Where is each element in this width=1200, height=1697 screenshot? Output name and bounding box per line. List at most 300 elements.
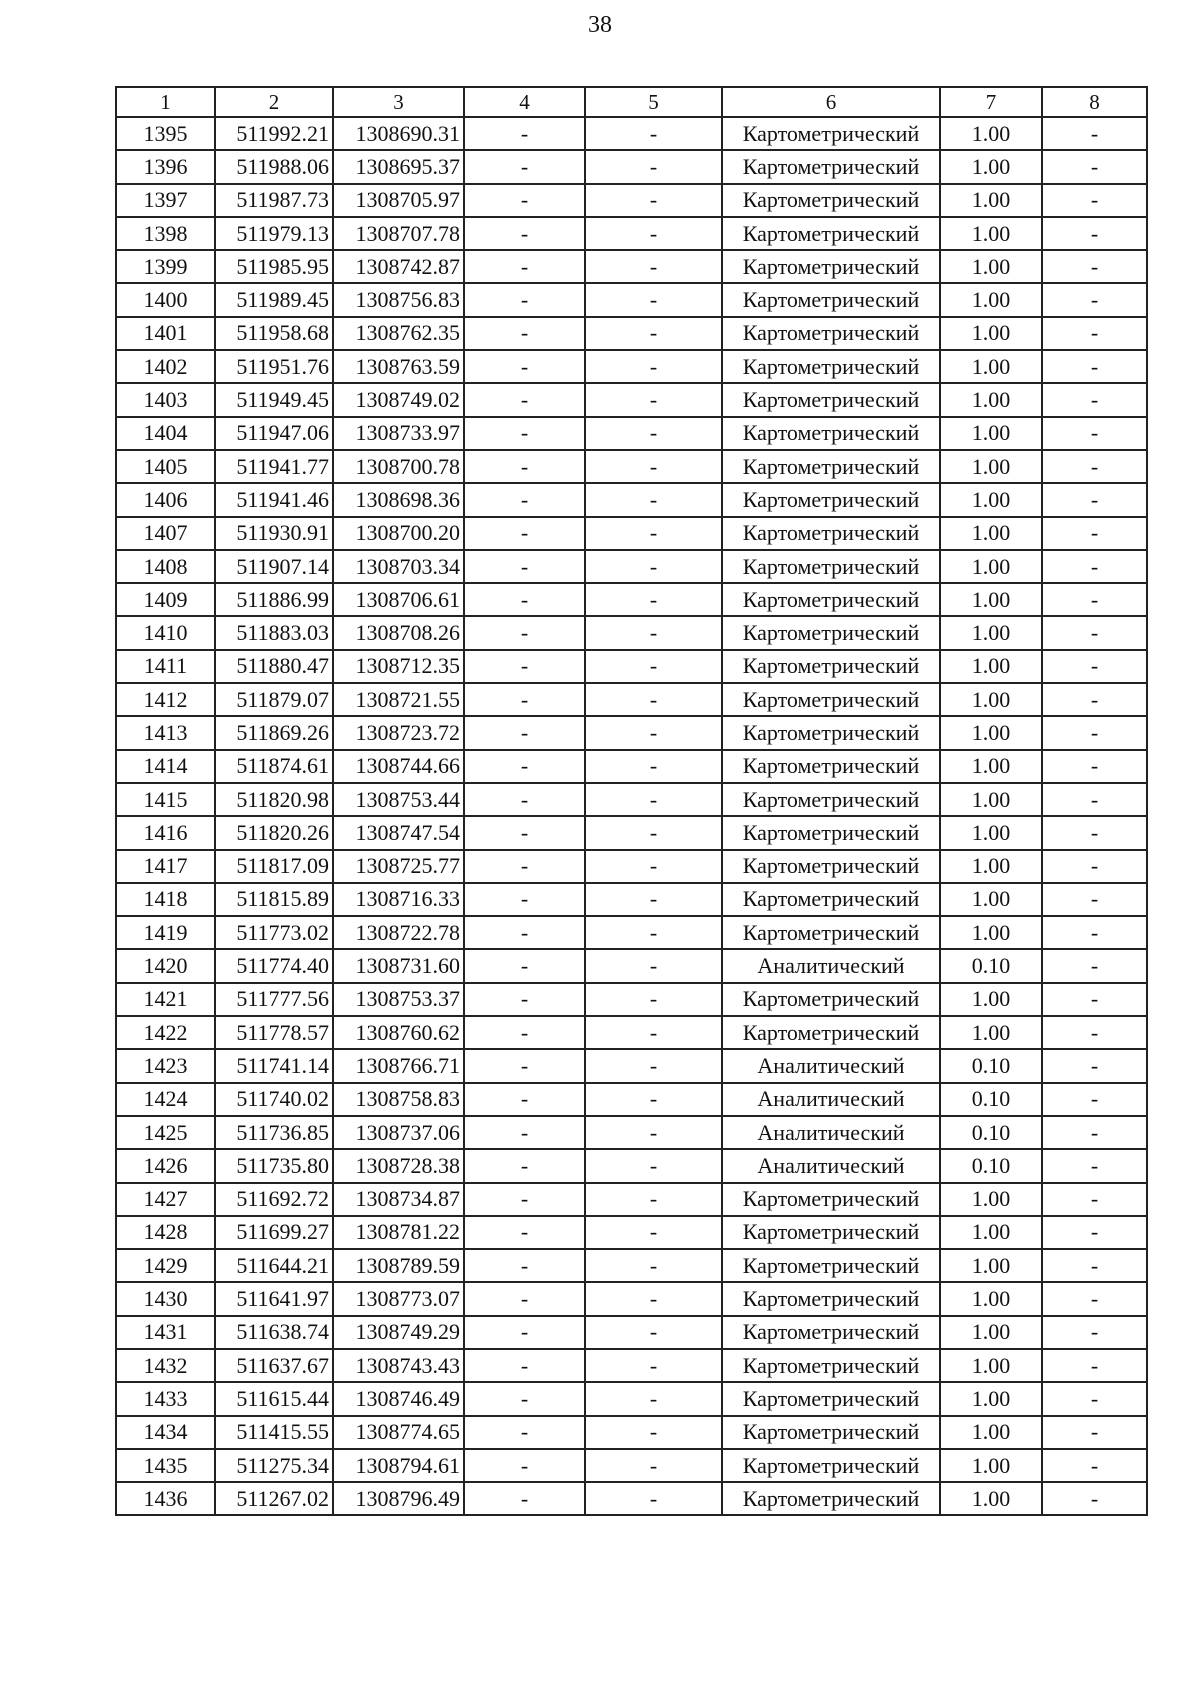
table-row <box>116 517 1147 550</box>
table-row <box>116 1116 1147 1149</box>
cell-col-8: - <box>1042 1149 1147 1182</box>
cell-point-number: 1397 <box>116 184 215 217</box>
cell-col-5: - <box>585 1216 722 1249</box>
cell-y-coordinate: 1308708.26 <box>333 616 464 649</box>
cell-point-number: 1417 <box>116 850 215 883</box>
cell-point-number: 1434 <box>116 1416 215 1449</box>
cell-method: Картометрический <box>722 583 940 616</box>
cell-y-coordinate: 1308766.71 <box>333 1049 464 1082</box>
cell-col-4: - <box>464 483 585 516</box>
table-row <box>116 1482 1147 1515</box>
cell-x-coordinate: 511736.85 <box>215 1116 333 1149</box>
cell-method: Картометрический <box>722 883 940 916</box>
table-row <box>116 483 1147 516</box>
cell-point-number: 1432 <box>116 1349 215 1382</box>
cell-x-coordinate: 511874.61 <box>215 750 333 783</box>
table-row <box>116 1016 1147 1049</box>
cell-x-coordinate: 511774.40 <box>215 949 333 982</box>
cell-method: Картометрический <box>722 783 940 816</box>
cell-col-4: - <box>464 550 585 583</box>
cell-col-4: - <box>464 1116 585 1149</box>
cell-method: Картометрический <box>722 1282 940 1315</box>
table-row <box>116 383 1147 416</box>
cell-y-coordinate: 1308733.97 <box>333 417 464 450</box>
cell-col-4: - <box>464 650 585 683</box>
table-row <box>116 184 1147 217</box>
cell-point-number: 1412 <box>116 683 215 716</box>
coordinates-table <box>115 86 1148 1516</box>
table-row <box>116 949 1147 982</box>
cell-x-coordinate: 511615.44 <box>215 1382 333 1415</box>
cell-x-coordinate: 511958.68 <box>215 317 333 350</box>
cell-col-8: - <box>1042 616 1147 649</box>
cell-y-coordinate: 1308747.54 <box>333 816 464 849</box>
cell-method: Картометрический <box>722 816 940 849</box>
cell-point-number: 1415 <box>116 783 215 816</box>
cell-method: Картометрический <box>722 483 940 516</box>
cell-accuracy: 1.00 <box>940 184 1042 217</box>
table-row <box>116 750 1147 783</box>
table-row <box>116 1349 1147 1382</box>
cell-x-coordinate: 511638.74 <box>215 1316 333 1349</box>
cell-y-coordinate: 1308794.61 <box>333 1449 464 1482</box>
cell-method: Картометрический <box>722 1316 940 1349</box>
cell-point-number: 1427 <box>116 1183 215 1216</box>
cell-col-4: - <box>464 816 585 849</box>
cell-col-5: - <box>585 650 722 683</box>
cell-y-coordinate: 1308700.78 <box>333 450 464 483</box>
cell-col-4: - <box>464 383 585 416</box>
cell-col-4: - <box>464 850 585 883</box>
cell-col-8: - <box>1042 383 1147 416</box>
table-body <box>116 117 1147 1515</box>
cell-col-5: - <box>585 1416 722 1449</box>
table-row <box>116 150 1147 183</box>
cell-col-5: - <box>585 317 722 350</box>
cell-y-coordinate: 1308698.36 <box>333 483 464 516</box>
cell-accuracy: 1.00 <box>940 217 1042 250</box>
cell-col-4: - <box>464 716 585 749</box>
cell-y-coordinate: 1308700.20 <box>333 517 464 550</box>
cell-col-5: - <box>585 117 722 150</box>
cell-method: Аналитический <box>722 1049 940 1082</box>
cell-method: Аналитический <box>722 949 940 982</box>
cell-accuracy: 1.00 <box>940 483 1042 516</box>
cell-col-8: - <box>1042 217 1147 250</box>
cell-accuracy: 1.00 <box>940 1449 1042 1482</box>
table-row <box>116 816 1147 849</box>
cell-point-number: 1436 <box>116 1482 215 1515</box>
cell-point-number: 1398 <box>116 217 215 250</box>
cell-accuracy: 1.00 <box>940 650 1042 683</box>
cell-x-coordinate: 511817.09 <box>215 850 333 883</box>
cell-y-coordinate: 1308744.66 <box>333 750 464 783</box>
cell-col-5: - <box>585 184 722 217</box>
cell-col-8: - <box>1042 650 1147 683</box>
cell-method: Картометрический <box>722 683 940 716</box>
cell-y-coordinate: 1308753.37 <box>333 983 464 1016</box>
cell-x-coordinate: 511735.80 <box>215 1149 333 1182</box>
cell-point-number: 1410 <box>116 616 215 649</box>
cell-col-8: - <box>1042 1482 1147 1515</box>
cell-method: Картометрический <box>722 616 940 649</box>
cell-col-8: - <box>1042 750 1147 783</box>
cell-point-number: 1420 <box>116 949 215 982</box>
table-row <box>116 1282 1147 1315</box>
cell-col-5: - <box>585 483 722 516</box>
cell-point-number: 1402 <box>116 350 215 383</box>
cell-col-4: - <box>464 1416 585 1449</box>
header-col-8: 8 <box>1042 87 1147 117</box>
cell-y-coordinate: 1308728.38 <box>333 1149 464 1182</box>
cell-y-coordinate: 1308742.87 <box>333 250 464 283</box>
cell-accuracy: 0.10 <box>940 1083 1042 1116</box>
cell-accuracy: 0.10 <box>940 1149 1042 1182</box>
cell-col-8: - <box>1042 949 1147 982</box>
cell-method: Картометрический <box>722 383 940 416</box>
cell-col-5: - <box>585 1316 722 1349</box>
cell-col-4: - <box>464 683 585 716</box>
header-col-5: 5 <box>585 87 722 117</box>
cell-method: Картометрический <box>722 350 940 383</box>
cell-method: Картометрический <box>722 317 940 350</box>
cell-point-number: 1433 <box>116 1382 215 1415</box>
cell-accuracy: 0.10 <box>940 1049 1042 1082</box>
cell-method: Картометрический <box>722 150 940 183</box>
cell-x-coordinate: 511951.76 <box>215 350 333 383</box>
cell-col-8: - <box>1042 1349 1147 1382</box>
cell-col-4: - <box>464 1183 585 1216</box>
cell-x-coordinate: 511992.21 <box>215 117 333 150</box>
cell-col-5: - <box>585 1116 722 1149</box>
cell-col-5: - <box>585 883 722 916</box>
cell-y-coordinate: 1308737.06 <box>333 1116 464 1149</box>
cell-point-number: 1414 <box>116 750 215 783</box>
cell-point-number: 1428 <box>116 1216 215 1249</box>
cell-col-5: - <box>585 750 722 783</box>
cell-x-coordinate: 511989.45 <box>215 283 333 316</box>
cell-y-coordinate: 1308774.65 <box>333 1416 464 1449</box>
cell-col-4: - <box>464 616 585 649</box>
cell-point-number: 1409 <box>116 583 215 616</box>
cell-col-8: - <box>1042 1083 1147 1116</box>
cell-col-4: - <box>464 1049 585 1082</box>
cell-col-5: - <box>585 683 722 716</box>
cell-y-coordinate: 1308749.02 <box>333 383 464 416</box>
cell-method: Картометрический <box>722 650 940 683</box>
cell-col-5: - <box>585 1282 722 1315</box>
cell-y-coordinate: 1308721.55 <box>333 683 464 716</box>
cell-col-5: - <box>585 716 722 749</box>
cell-col-8: - <box>1042 1116 1147 1149</box>
cell-col-5: - <box>585 517 722 550</box>
cell-y-coordinate: 1308796.49 <box>333 1482 464 1515</box>
cell-col-4: - <box>464 983 585 1016</box>
cell-x-coordinate: 511987.73 <box>215 184 333 217</box>
cell-y-coordinate: 1308760.62 <box>333 1016 464 1049</box>
header-col-3: 3 <box>333 87 464 117</box>
cell-accuracy: 1.00 <box>940 550 1042 583</box>
cell-col-8: - <box>1042 317 1147 350</box>
cell-y-coordinate: 1308705.97 <box>333 184 464 217</box>
cell-col-4: - <box>464 250 585 283</box>
cell-accuracy: 1.00 <box>940 450 1042 483</box>
header-col-6: 6 <box>722 87 940 117</box>
cell-col-8: - <box>1042 150 1147 183</box>
cell-col-8: - <box>1042 1316 1147 1349</box>
cell-col-4: - <box>464 350 585 383</box>
cell-method: Картометрический <box>722 983 940 1016</box>
cell-point-number: 1425 <box>116 1116 215 1149</box>
cell-x-coordinate: 511267.02 <box>215 1482 333 1515</box>
cell-col-4: - <box>464 217 585 250</box>
header-col-1: 1 <box>116 87 215 117</box>
cell-y-coordinate: 1308706.61 <box>333 583 464 616</box>
table-row <box>116 783 1147 816</box>
cell-method: Аналитический <box>722 1149 940 1182</box>
cell-col-8: - <box>1042 483 1147 516</box>
cell-y-coordinate: 1308722.78 <box>333 916 464 949</box>
cell-point-number: 1400 <box>116 283 215 316</box>
cell-point-number: 1429 <box>116 1249 215 1282</box>
cell-method: Картометрический <box>722 1016 940 1049</box>
cell-col-4: - <box>464 1449 585 1482</box>
cell-col-5: - <box>585 916 722 949</box>
cell-col-4: - <box>464 1216 585 1249</box>
cell-method: Картометрический <box>722 1249 940 1282</box>
cell-col-4: - <box>464 417 585 450</box>
cell-accuracy: 1.00 <box>940 383 1042 416</box>
cell-col-8: - <box>1042 283 1147 316</box>
cell-y-coordinate: 1308756.83 <box>333 283 464 316</box>
table-row <box>116 1382 1147 1415</box>
cell-accuracy: 1.00 <box>940 783 1042 816</box>
cell-accuracy: 1.00 <box>940 1382 1042 1415</box>
cell-accuracy: 1.00 <box>940 1416 1042 1449</box>
table-row <box>116 1416 1147 1449</box>
cell-point-number: 1431 <box>116 1316 215 1349</box>
cell-point-number: 1411 <box>116 650 215 683</box>
cell-col-4: - <box>464 916 585 949</box>
cell-col-8: - <box>1042 350 1147 383</box>
cell-accuracy: 1.00 <box>940 1282 1042 1315</box>
cell-col-4: - <box>464 783 585 816</box>
cell-x-coordinate: 511644.21 <box>215 1249 333 1282</box>
cell-method: Картометрический <box>722 550 940 583</box>
cell-method: Аналитический <box>722 1116 940 1149</box>
cell-x-coordinate: 511815.89 <box>215 883 333 916</box>
cell-x-coordinate: 511820.26 <box>215 816 333 849</box>
table-row <box>116 317 1147 350</box>
cell-point-number: 1413 <box>116 716 215 749</box>
cell-col-8: - <box>1042 1416 1147 1449</box>
cell-method: Картометрический <box>722 217 940 250</box>
cell-col-8: - <box>1042 250 1147 283</box>
table-row <box>116 250 1147 283</box>
cell-x-coordinate: 511949.45 <box>215 383 333 416</box>
cell-col-8: - <box>1042 184 1147 217</box>
cell-col-4: - <box>464 1083 585 1116</box>
cell-col-5: - <box>585 1349 722 1382</box>
cell-method: Картометрический <box>722 250 940 283</box>
cell-y-coordinate: 1308781.22 <box>333 1216 464 1249</box>
header-col-7: 7 <box>940 87 1042 117</box>
cell-x-coordinate: 511941.46 <box>215 483 333 516</box>
cell-accuracy: 1.00 <box>940 117 1042 150</box>
cell-y-coordinate: 1308758.83 <box>333 1083 464 1116</box>
cell-point-number: 1407 <box>116 517 215 550</box>
cell-y-coordinate: 1308723.72 <box>333 716 464 749</box>
cell-point-number: 1396 <box>116 150 215 183</box>
cell-method: Картометрический <box>722 1482 940 1515</box>
cell-point-number: 1408 <box>116 550 215 583</box>
cell-y-coordinate: 1308763.59 <box>333 350 464 383</box>
cell-point-number: 1435 <box>116 1449 215 1482</box>
cell-col-4: - <box>464 450 585 483</box>
table-row <box>116 1216 1147 1249</box>
cell-x-coordinate: 511947.06 <box>215 417 333 450</box>
cell-method: Картометрический <box>722 1449 940 1482</box>
cell-accuracy: 1.00 <box>940 1183 1042 1216</box>
table-row <box>116 983 1147 1016</box>
table-row <box>116 916 1147 949</box>
cell-col-5: - <box>585 583 722 616</box>
cell-col-4: - <box>464 883 585 916</box>
cell-method: Картометрический <box>722 117 940 150</box>
cell-y-coordinate: 1308749.29 <box>333 1316 464 1349</box>
cell-col-5: - <box>585 383 722 416</box>
table-row <box>116 1083 1147 1116</box>
table-row <box>116 450 1147 483</box>
cell-col-5: - <box>585 350 722 383</box>
cell-method: Картометрический <box>722 184 940 217</box>
cell-method: Картометрический <box>722 450 940 483</box>
cell-accuracy: 0.10 <box>940 1116 1042 1149</box>
cell-col-5: - <box>585 1249 722 1282</box>
cell-col-8: - <box>1042 983 1147 1016</box>
cell-col-5: - <box>585 1083 722 1116</box>
cell-col-4: - <box>464 949 585 982</box>
cell-col-5: - <box>585 850 722 883</box>
cell-x-coordinate: 511988.06 <box>215 150 333 183</box>
cell-col-8: - <box>1042 683 1147 716</box>
cell-y-coordinate: 1308743.43 <box>333 1349 464 1382</box>
cell-x-coordinate: 511886.99 <box>215 583 333 616</box>
cell-col-4: - <box>464 1482 585 1515</box>
cell-point-number: 1406 <box>116 483 215 516</box>
cell-col-8: - <box>1042 417 1147 450</box>
cell-col-8: - <box>1042 850 1147 883</box>
cell-accuracy: 1.00 <box>940 350 1042 383</box>
cell-col-4: - <box>464 1316 585 1349</box>
cell-col-8: - <box>1042 1249 1147 1282</box>
cell-col-5: - <box>585 150 722 183</box>
cell-method: Аналитический <box>722 1083 940 1116</box>
cell-x-coordinate: 511740.02 <box>215 1083 333 1116</box>
cell-x-coordinate: 511699.27 <box>215 1216 333 1249</box>
cell-col-5: - <box>585 1149 722 1182</box>
cell-y-coordinate: 1308712.35 <box>333 650 464 683</box>
cell-col-4: - <box>464 583 585 616</box>
cell-col-8: - <box>1042 916 1147 949</box>
cell-point-number: 1401 <box>116 317 215 350</box>
cell-x-coordinate: 511773.02 <box>215 916 333 949</box>
cell-y-coordinate: 1308725.77 <box>333 850 464 883</box>
cell-accuracy: 1.00 <box>940 916 1042 949</box>
table-row <box>116 616 1147 649</box>
cell-col-5: - <box>585 550 722 583</box>
cell-x-coordinate: 511692.72 <box>215 1183 333 1216</box>
cell-x-coordinate: 511941.77 <box>215 450 333 483</box>
cell-col-8: - <box>1042 716 1147 749</box>
cell-x-coordinate: 511778.57 <box>215 1016 333 1049</box>
cell-accuracy: 1.00 <box>940 317 1042 350</box>
cell-col-8: - <box>1042 1282 1147 1315</box>
cell-col-8: - <box>1042 550 1147 583</box>
cell-point-number: 1426 <box>116 1149 215 1182</box>
cell-method: Картометрический <box>722 1382 940 1415</box>
cell-method: Картометрический <box>722 417 940 450</box>
cell-accuracy: 1.00 <box>940 883 1042 916</box>
cell-accuracy: 1.00 <box>940 716 1042 749</box>
cell-col-5: - <box>585 1016 722 1049</box>
cell-col-4: - <box>464 1016 585 1049</box>
cell-accuracy: 0.10 <box>940 949 1042 982</box>
cell-point-number: 1423 <box>116 1049 215 1082</box>
cell-col-8: - <box>1042 816 1147 849</box>
cell-accuracy: 1.00 <box>940 750 1042 783</box>
cell-x-coordinate: 511777.56 <box>215 983 333 1016</box>
cell-col-4: - <box>464 1249 585 1282</box>
cell-point-number: 1424 <box>116 1083 215 1116</box>
cell-x-coordinate: 511985.95 <box>215 250 333 283</box>
cell-method: Картометрический <box>722 850 940 883</box>
cell-col-5: - <box>585 1049 722 1082</box>
cell-col-4: - <box>464 1282 585 1315</box>
cell-x-coordinate: 511415.55 <box>215 1416 333 1449</box>
cell-col-8: - <box>1042 1216 1147 1249</box>
cell-y-coordinate: 1308716.33 <box>333 883 464 916</box>
cell-point-number: 1403 <box>116 383 215 416</box>
table-row <box>116 1049 1147 1082</box>
cell-x-coordinate: 511879.07 <box>215 683 333 716</box>
cell-x-coordinate: 511907.14 <box>215 550 333 583</box>
table-row <box>116 883 1147 916</box>
cell-y-coordinate: 1308762.35 <box>333 317 464 350</box>
cell-point-number: 1422 <box>116 1016 215 1049</box>
cell-col-4: - <box>464 283 585 316</box>
cell-col-4: - <box>464 750 585 783</box>
cell-x-coordinate: 511641.97 <box>215 1282 333 1315</box>
table-row <box>116 1249 1147 1282</box>
cell-point-number: 1419 <box>116 916 215 949</box>
cell-col-5: - <box>585 250 722 283</box>
cell-point-number: 1399 <box>116 250 215 283</box>
cell-x-coordinate: 511883.03 <box>215 616 333 649</box>
cell-col-5: - <box>585 783 722 816</box>
table-row <box>116 650 1147 683</box>
cell-accuracy: 1.00 <box>940 517 1042 550</box>
cell-col-8: - <box>1042 1049 1147 1082</box>
table-row <box>116 417 1147 450</box>
cell-col-4: - <box>464 117 585 150</box>
cell-col-8: - <box>1042 117 1147 150</box>
cell-col-5: - <box>585 816 722 849</box>
cell-y-coordinate: 1308703.34 <box>333 550 464 583</box>
cell-y-coordinate: 1308789.59 <box>333 1249 464 1282</box>
cell-col-5: - <box>585 1449 722 1482</box>
cell-x-coordinate: 511820.98 <box>215 783 333 816</box>
